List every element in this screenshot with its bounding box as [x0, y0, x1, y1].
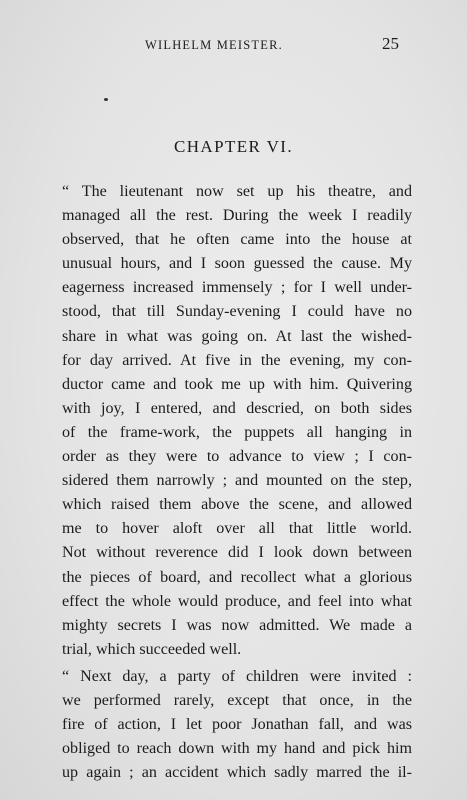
- text-line: fire of action, I let poor Jonathan fall, and was: [62, 716, 412, 734]
- page-number: 25: [382, 34, 399, 53]
- text-line: “ The lieutenant now set up his theatre, and: [62, 183, 412, 200]
- text-line: stood, that till Sunday-evening I could have no: [62, 303, 412, 321]
- text-line: effect the whole would produce, and feel into what: [62, 592, 412, 610]
- text-line: me to hover aloft over all that little world.: [62, 520, 412, 538]
- text-line: which raised them above the scene, and allowed: [62, 496, 412, 514]
- text-line: share in what was going on. At last the wished-: [62, 327, 412, 345]
- text-line: unusual hours, and I soon guessed the cause. My: [62, 255, 412, 273]
- text-line: up again ; an accident which sadly marred the il-: [62, 764, 412, 782]
- text-line: with joy, I entered, and descried, on both sides: [62, 399, 412, 417]
- text-line: for day arrived. At five in the evening, my con-: [62, 351, 412, 369]
- text-line: eagerness increased immensely ; for I well under-: [62, 279, 412, 297]
- text-line: ductor came and took me up with him. Quivering: [62, 375, 412, 393]
- text-line: obliged to reach down with my hand and pick him: [62, 740, 412, 758]
- body-text: [62, 180, 412, 785]
- text-line: trial, which succeeded well.: [62, 640, 242, 658]
- text-line: order as they were to advance to view ; I con-: [62, 448, 412, 466]
- page-header: [0, 34, 467, 58]
- running-head: WILHELM MEISTER.: [145, 38, 283, 52]
- ink-speck: [104, 98, 108, 101]
- text-line: we performed rarely, except that once, in the: [62, 691, 412, 709]
- text-line: mighty secrets I was now admitted. We made a: [62, 616, 412, 634]
- text-line: Not without reverence did I look down between: [62, 544, 412, 562]
- chapter-title: CHAPTER VI.: [174, 137, 293, 156]
- text-line: managed all the rest. During the week I readily: [62, 207, 412, 225]
- text-line: of the frame-work, the puppets all hanging in: [62, 423, 412, 441]
- paragraph: [62, 665, 412, 785]
- text-line: the pieces of board, and recollect what a glorious: [62, 568, 412, 586]
- text-line: sidered them narrowly ; and mounted on the step,: [62, 472, 412, 490]
- text-line: observed, that he often came into the house at: [62, 231, 412, 249]
- text-line: “ Next day, a party of children were invited :: [62, 667, 412, 685]
- paragraph: [62, 180, 412, 662]
